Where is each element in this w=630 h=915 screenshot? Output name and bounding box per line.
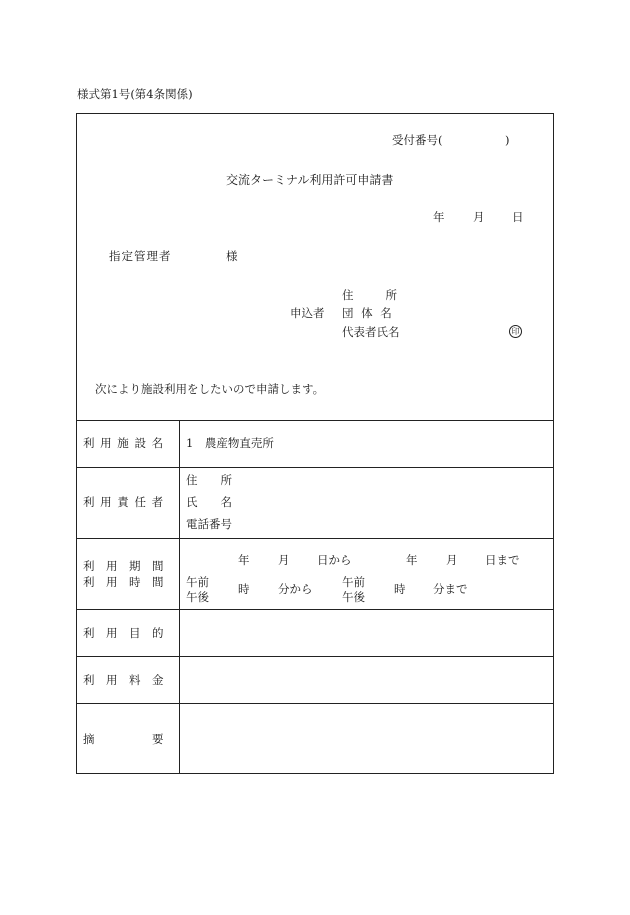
period-to-day: 日まで [485, 553, 520, 567]
table-divider [76, 609, 554, 610]
period-from-month: 月 [278, 553, 290, 567]
responsible-phone-label: 電話番号 [186, 517, 232, 531]
receipt-number-label: 受付番号( [392, 133, 443, 147]
fee-label: 利 用 料 金 [83, 673, 164, 687]
period-to-month: 月 [446, 553, 458, 567]
time-from-am: 午前 [186, 575, 209, 589]
facility-label: 利 用 施 設 名 [83, 436, 165, 450]
remarks-label: 摘 要 [83, 732, 164, 746]
addressee-honorific: 様 [226, 249, 238, 263]
time-to-hour: 時 [394, 582, 406, 596]
date-day: 日 [512, 210, 524, 224]
responsible-name-label: 氏 名 [186, 495, 232, 509]
table-divider [76, 656, 554, 657]
period-label: 利 用 期 間 [83, 559, 164, 573]
time-from-hour: 時 [238, 582, 250, 596]
purpose-label: 利 用 目 的 [83, 626, 164, 640]
application-statement: 次により施設利用をしたいので申請します。 [95, 382, 325, 396]
facility-value: 1 農産物直売所 [186, 436, 274, 450]
applicant-representative-label: 代表者氏名 [342, 325, 400, 339]
time-to-pm: 午後 [342, 590, 365, 604]
table-divider [76, 703, 554, 704]
table-divider [76, 467, 554, 468]
form-title: 交流ターミナル利用許可申請書 [226, 173, 394, 187]
table-divider [76, 538, 554, 539]
time-label: 利 用 時 間 [83, 575, 164, 589]
seal-mark-icon: 印 [509, 325, 522, 338]
period-from-year: 年 [238, 553, 250, 567]
time-to-minute: 分まで [433, 582, 468, 596]
form-number-label: 様式第1号(第4条関係) [77, 87, 193, 101]
applicant-address-label: 住 所 [342, 288, 400, 302]
applicant-label: 申込者 [290, 306, 325, 320]
receipt-number-close: ) [505, 133, 510, 147]
time-to-am: 午前 [342, 575, 365, 589]
period-from-day: 日から [317, 553, 352, 567]
time-from-minute: 分から [278, 582, 313, 596]
responsible-address-label: 住 所 [186, 473, 232, 487]
period-to-year: 年 [406, 553, 418, 567]
table-divider [76, 420, 554, 421]
date-month: 月 [473, 210, 485, 224]
responsible-label: 利 用 責 任 者 [83, 495, 165, 509]
table-column-divider [179, 421, 180, 774]
applicant-group-label: 団 体 名 [342, 306, 394, 320]
time-from-pm: 午後 [186, 590, 209, 604]
date-year: 年 [433, 210, 445, 224]
addressee-label: 指定管理者 [109, 249, 172, 263]
